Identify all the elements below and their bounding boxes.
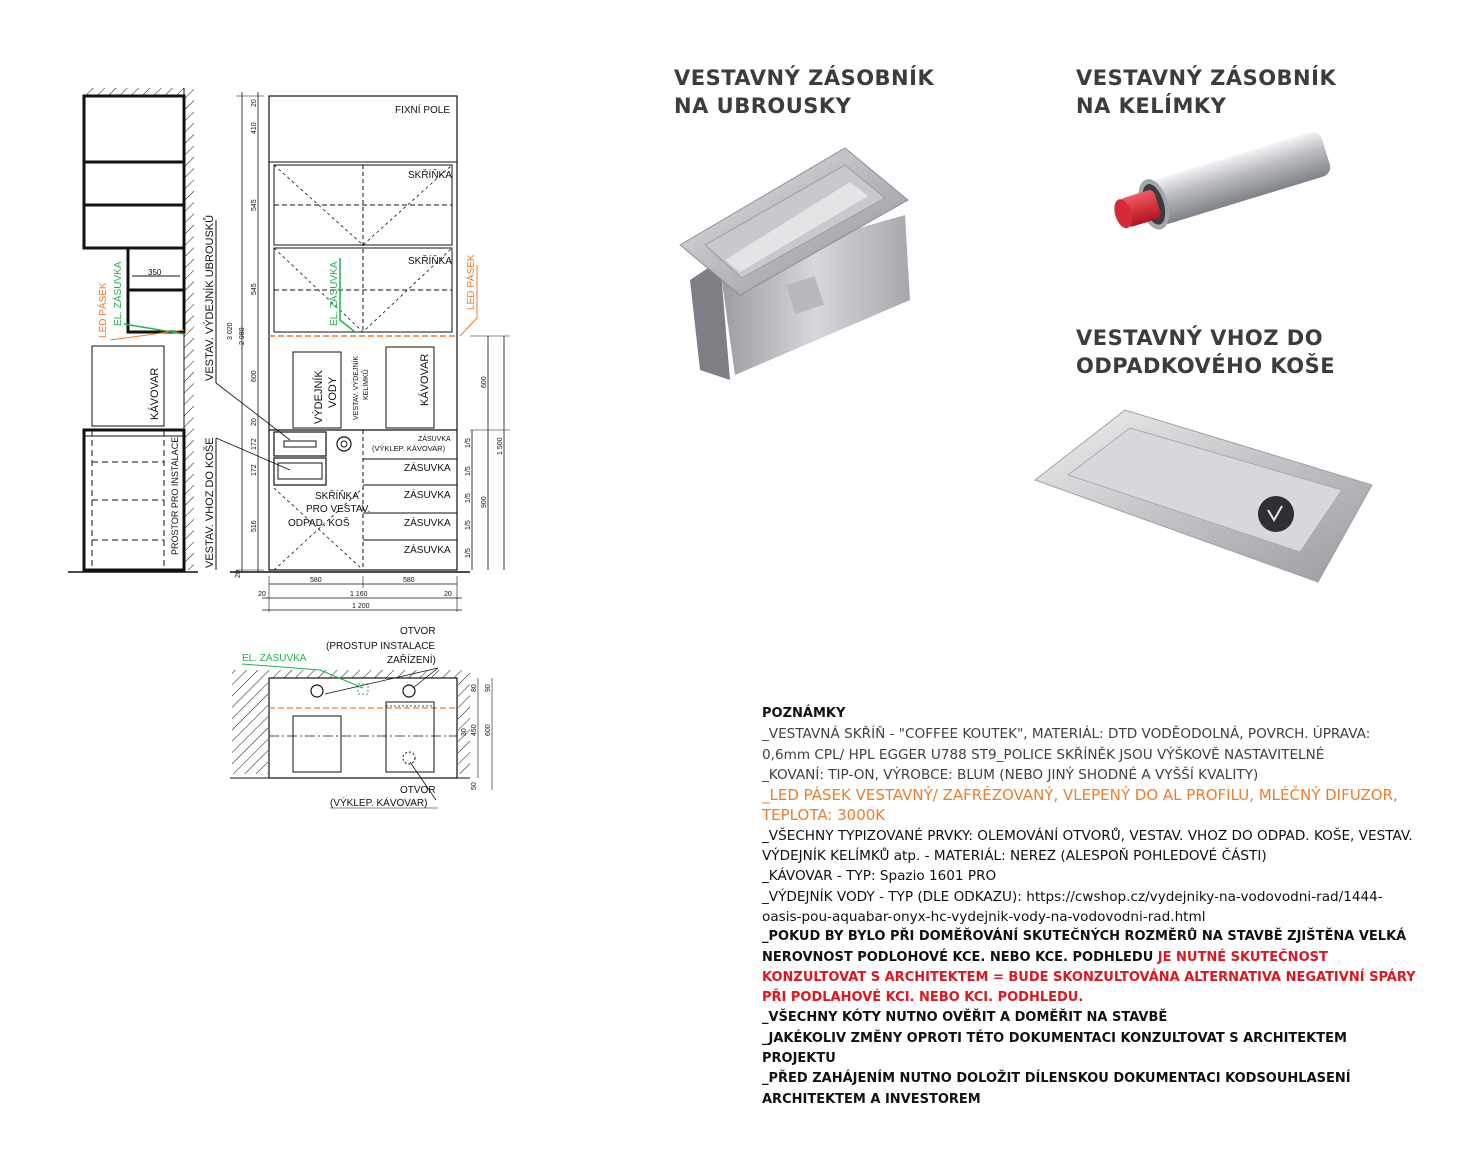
dim-bottom-5: 1 200: [352, 603, 370, 610]
dim-bottom-2: 20: [258, 591, 266, 598]
skrinka-label-2: SKŘÍŇKA: [408, 256, 452, 267]
plan-dim-1: 90: [485, 684, 492, 692]
plan-otvor-top-2: (PROSTUP INSTALACE: [326, 641, 436, 652]
dim-fifth-4: 1/5: [465, 548, 472, 558]
note-hardware: _KOVANÍ: TIP-ON, VÝROBCE: BLUM (NEBO JINÝ SHODNÉ A VYŠŠÍ KVALITY): [762, 766, 1259, 783]
dim-right-1: 1 500: [497, 437, 504, 455]
dim-left-5: 20: [251, 418, 258, 426]
plan-dim-4: 30: [461, 728, 468, 736]
heading-napkin-line1: VESTAVNÝ ZÁSOBNÍK: [674, 66, 935, 90]
heading-trash-chute: [1076, 324, 1335, 380]
dim-fifth-0: 1/5: [465, 438, 472, 448]
dim-bottom-0: 580: [310, 577, 322, 584]
front-el-zasuvka-label: EL. ZÁSUVKA: [329, 261, 340, 326]
side-led-pasek-label: LED PÁSEK: [98, 282, 109, 338]
dim-right-2: 900: [481, 496, 488, 508]
side-vestav-vydejnik-label: VESTAV. VÝDEJNÍK UBROUSKŮ: [204, 214, 216, 381]
dim-right-0: 600: [481, 376, 488, 388]
plan-dim-5: 600: [485, 724, 492, 736]
heading-cups-line2: NA KELÍMKY: [1076, 94, 1227, 118]
dim-total-1: 2 980: [239, 327, 246, 345]
napkin-dispenser-photo: [680, 148, 910, 380]
heading-bin-line2: ODPADKOVÉHO KOŠE: [1076, 354, 1336, 378]
plan-otvor-top-3: ZAŘÍZENÍ): [387, 655, 436, 666]
note-workshop-docs: _PŘED ZAHÁJENÍM NUTNO DOLOŽIT DÍLENSKOU DOKUMENTACI KODSOUHLASENÍ ARCHITEKTEM A INVESTOREM: [762, 1071, 1351, 1107]
note-unevenness-red: JE NUTNÉ SKUTEČNOST KONZULTOVAT S ARCHITEKTEM = BUDE SKONZULTOVÁNA ALTERNATIVA NEGATIVNÍ SPÁRY PŘI PODLAHOVÉ KCI. NEBO KCI. PODHLEDU.: [762, 949, 1416, 1006]
dim-left-1: 410: [251, 122, 258, 134]
plan-otvor-top-1: OTVOR: [400, 626, 436, 637]
zasuvka-label-1: ZÁSUVKA: [404, 463, 451, 474]
plan-dim-3: 50: [471, 782, 478, 790]
notes-title: POZNÁMKY: [762, 706, 846, 721]
front-led-pasek-label: LED PÁSEK: [466, 254, 477, 310]
dim-fifth-2: 1/5: [465, 493, 472, 503]
dim-left-0: 20: [251, 99, 258, 107]
plan-otvor-bottom-2: (VÝKLEP. KÁVOVAR): [330, 798, 428, 809]
front-kavovar-label: KÁVOVAR: [419, 353, 431, 406]
vestav-kelimku-2: KELÍMKŮ: [363, 369, 370, 400]
vydejnik-vody-1: VÝDEJNÍK: [313, 370, 325, 424]
dim-left-8: 516: [251, 520, 258, 532]
cup-dispenser-photo: [1108, 127, 1334, 241]
heading-napkin-dispenser: [674, 64, 934, 120]
skrinka-label-1: SKŘÍŇKA: [408, 170, 452, 181]
trash-chute-photo: [1035, 410, 1372, 582]
dim-350: 350: [148, 268, 162, 277]
skrinka-kos-2: PRO VESTAV.: [306, 504, 371, 515]
skrinka-kos-3: ODPAD. KOŠ: [288, 518, 350, 529]
side-kavovar-label: KÁVOVAR: [149, 367, 161, 420]
heading-napkin-line2: NA UBROUSKY: [674, 94, 852, 118]
notes-block: [762, 704, 1422, 1110]
note-led: _LED PÁSEK VESTAVNÝ/ ZAFRÉZOVANÝ, VLEPENÝ DO AL PROFILU, MLÉČNÝ DIFUZOR, TEPLOTA: 3000K: [762, 786, 1398, 825]
heading-bin-line1: VESTAVNÝ VHOZ DO: [1076, 326, 1324, 350]
dim-bottom-3: 1 160: [350, 591, 368, 598]
dim-left-7: 172: [251, 464, 258, 476]
skrinka-kos-1: SKŘÍŇKA: [315, 491, 359, 502]
side-section: [68, 88, 290, 572]
note-coffee-machine: _KÁVOVAR - TYP: Spazio 1601 PRO: [762, 868, 997, 885]
dim-left-9: 20: [235, 570, 242, 578]
front-elevation: [230, 96, 477, 572]
note-verify-dims: _VŠECHNY KÓTY NUTNO OVĚŘIT A DOMĚŘIT NA STAVBĚ: [762, 1010, 1168, 1026]
zasuvka-label-3: ZÁSUVKA: [404, 518, 451, 529]
note-water-dispenser: _VÝDEJNÍK VODY - TYP (DLE ODKAZU): https://cwshop.cz/vydejniky-na-vodovodni-rad/1444-oasis-pou-aquabar-onyx-hc-vydejnik-vody-na-vodovodni-rad.html: [762, 888, 1383, 925]
heading-cups-line1: VESTAVNÝ ZÁSOBNÍK: [1076, 66, 1337, 90]
zasuvka-label-2: ZÁSUVKA: [404, 490, 451, 501]
floor-plan: [230, 626, 492, 809]
dim-left-2: 545: [251, 199, 258, 211]
vydejnik-vody-2: VODY: [327, 376, 339, 408]
note-unevenness: [762, 927, 1422, 1008]
zasuvka-label-4: ZÁSUVKA: [404, 545, 451, 556]
dim-bottom-1: 580: [403, 577, 415, 584]
dim-bottom-4: 20: [444, 591, 452, 598]
plan-dim-2: 450: [471, 724, 478, 736]
note-typed-elements: _VŠECHNY TYPIZOVANÉ PRVKY: OLEMOVÁNÍ OTVORŮ, VESTAV. VHOZ DO ODPAD. KOŠE, VESTAV. VÝDEJNÍK KELÍMKŮ atp. - MATERIÁL: NEREZ (ALESPOŇ POHLEDOVÉ ČÁSTI): [762, 827, 1413, 865]
dim-left-4: 600: [251, 370, 258, 382]
plan-otvor-bottom-1: OTVOR: [400, 785, 436, 796]
zasuvka-vyklep-2: (VÝKLEP. KÁVOVAR): [372, 444, 446, 453]
fixni-pole-label: FIXNÍ POLE: [395, 105, 451, 116]
zasuvka-vyklep-1: ZÁSUVKA: [418, 436, 451, 443]
plan-dim-0: 80: [471, 684, 478, 692]
plan-el-zasuvka: EL. ZÁSUVKA: [242, 653, 307, 664]
dim-left-3: 545: [251, 283, 258, 295]
side-el-zasuvka-label: EL. ZÁSUVKA: [113, 261, 124, 326]
dim-fifth-1: 1/5: [465, 466, 472, 476]
side-prostor-label: PROSTOR PRO INSTALACE: [170, 436, 180, 555]
heading-cup-dispenser: [1076, 64, 1336, 120]
note-material: _VESTAVNÁ SKŘÍŇ - "COFFEE KOUTEK", MATERIÁL: DTD VODĚODOLNÁ, POVRCH. ÚPRAVA: 0,6mm CPL/ HPL EGGER U788 ST9_POLICE SKŘÍNĚK JSOU VÝŠKOVĚ NASTAVITELNÉ: [762, 726, 1371, 763]
note-unevenness-text: _POKUD BY BYLO PŘI DOMĚŘOVÁNÍ SKUTEČNÝCH ROZMĚRŮ NA STAVBĚ ZJIŠTĚNA VELKÁ NEROVNOST PODLOHOVÉ KCE. NEBO KCE. PODHLEDU: [762, 929, 1407, 965]
dim-fifth-3: 1/5: [465, 520, 472, 530]
dim-left-6: 172: [251, 438, 258, 450]
note-changes: _JAKÉKOLIV ZMĚNY OPROTI TÉTO DOKUMENTACI KONZULTOVAT S ARCHITEKTEM PROJEKTU: [762, 1030, 1347, 1067]
dim-total-0: 3 020: [227, 322, 234, 340]
side-vestav-vhoz-label: VESTAV. VHOZ DO KOŠE: [204, 437, 216, 568]
vestav-kelimku-1: VESTAV. VÝDEJNÍK: [353, 355, 360, 420]
